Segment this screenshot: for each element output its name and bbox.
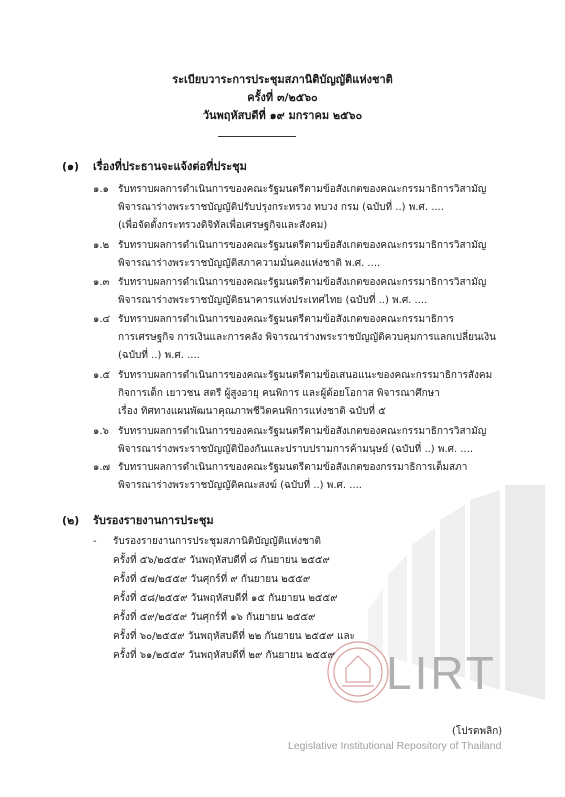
watermark-subtitle: Legislative Institutional Repository of Thailand — [288, 740, 502, 752]
section1-title: เรื่องที่ประธานจะแจ้งต่อที่ประชุม — [93, 160, 247, 173]
list-dash: - — [93, 536, 97, 547]
item-line: กิจการเด็ก เยาวชน สตรี ผู้สูงอายุ คนพิการ และผู้ด้อยโอกาส พิจารณาศึกษา — [118, 388, 440, 399]
seal-icon — [328, 642, 388, 702]
item-line: พิจารณาร่างพระราชบัญญัติสภาความมั่นคงแห่งชาติ พ.ศ. .... — [118, 258, 381, 269]
item-number: ๑.๔ — [93, 314, 111, 325]
session-number: ครั้งที่ ๓/๒๕๖๐ — [247, 91, 318, 104]
minutes-line: ครั้งที่ ๕๙/๒๕๕๙ วันศุกร์ที่ ๑๖ กันยายน ๒๕๕๙ — [113, 612, 316, 623]
item-number: ๑.๑ — [93, 184, 109, 195]
item-line: รับทราบผลการดำเนินการของคณะรัฐมนตรีตามข้อสังเกตของคณะกรรมาธิการวิสามัญ — [118, 426, 487, 437]
item-number: ๑.๕ — [93, 370, 111, 381]
section2-title: รับรองรายงานการประชุม — [93, 514, 214, 527]
minutes-line: ครั้งที่ ๖๑/๒๕๕๙ วันพฤหัสบดีที่ ๒๙ กันยายน ๒๕๕๙ — [113, 650, 335, 661]
item-number: ๑.๓ — [93, 277, 110, 288]
minutes-intro: รับรองรายงานการประชุมสภานิติบัญญัติแห่งชาติ — [113, 536, 322, 547]
section1-number: (๑) — [62, 160, 80, 173]
item-line: รับทราบผลการดำเนินการของคณะรัฐมนตรีตามข้อสังเกตของคณะกรรมาธิการวิสามัญ — [118, 240, 487, 251]
agenda-title: ระเบียบวาระการประชุมสภานิติบัญญัติแห่งชาติ — [172, 73, 393, 86]
item-number: ๑.๒ — [93, 240, 110, 251]
item-line: รับทราบผลการดำเนินการของคณะรัฐมนตรีตามข้อสังเกตของคณะกรรมาธิการวิสามัญ — [118, 277, 487, 288]
header-divider — [218, 136, 296, 137]
item-line: พิจารณาร่างพระราชบัญญัติคณะสงฆ์ (ฉบับที่ ..) พ.ศ. .... — [118, 480, 362, 491]
minutes-line: ครั้งที่ ๕๘/๒๕๕๙ วันพฤหัสบดีที่ ๑๕ กันยายน ๒๕๕๙ — [113, 593, 338, 604]
session-date: วันพฤหัสบดีที่ ๑๙ มกราคม ๒๕๖๐ — [202, 109, 363, 122]
item-line: พิจารณาร่างพระราชบัญญัติป้องกันและปราบปรามการค้ามนุษย์ (ฉบับที่ ..) พ.ศ. .... — [118, 444, 474, 455]
item-line: เรื่อง ทิศทางแผนพัฒนาคุณภาพชีวิตคนพิการแห่งชาติ ฉบับที่ ๕ — [118, 406, 386, 417]
watermark-logo-text: LIRT — [386, 647, 497, 699]
item-line: (ฉบับที่ ..) พ.ศ. .... — [118, 350, 200, 361]
minutes-line: ครั้งที่ ๕๖/๒๕๕๙ วันพฤหัสบดีที่ ๘ กันยายน ๒๕๕๙ — [113, 555, 330, 566]
item-line: การเศรษฐกิจ การเงินและการคลัง พิจารณาร่างพระราชบัญญัติควบคุมการแลกเปลี่ยนเงิน — [118, 332, 496, 343]
section2-number: (๒) — [62, 514, 80, 527]
item-line: รับทราบผลการดำเนินการของคณะรัฐมนตรีตามข้อเสนอแนะของคณะกรรมาธิการสังคม — [118, 370, 493, 381]
item-line: รับทราบผลการดำเนินการของคณะรัฐมนตรีตามข้อสังเกตของกรรมาธิการเต็มสภา — [118, 462, 468, 473]
item-number: ๑.๖ — [93, 426, 109, 437]
item-number: ๑.๗ — [93, 462, 111, 473]
item-line: พิจารณาร่างพระราชบัญญัติปรับปรุงกระทรวง ทบวง กรม (ฉบับที่ ..) พ.ศ. .... — [118, 202, 444, 213]
continue-note: (โปรดพลิก) — [452, 726, 503, 737]
item-line: รับทราบผลการดำเนินการของคณะรัฐมนตรีตามข้อสังเกตของคณะกรรมาธิการ — [118, 314, 454, 325]
minutes-line: ครั้งที่ ๕๗/๒๕๕๙ วันศุกร์ที่ ๙ กันยายน ๒๕๕๙ — [113, 574, 311, 585]
item-line: พิจารณาร่างพระราชบัญญัติธนาคารแห่งประเทศไทย (ฉบับที่ ..) พ.ศ. .... — [118, 295, 428, 306]
item-line: (เพื่อจัดตั้งกระทรวงดิจิทัลเพื่อเศรษฐกิจและสังคม) — [118, 220, 328, 231]
item-line: รับทราบผลการดำเนินการของคณะรัฐมนตรีตามข้อสังเกตของคณะกรรมาธิการวิสามัญ — [118, 184, 487, 195]
minutes-line: ครั้งที่ ๖๐/๒๕๕๙ วันพฤหัสบดีที่ ๒๒ กันยายน ๒๕๕๙ และ — [113, 631, 355, 642]
